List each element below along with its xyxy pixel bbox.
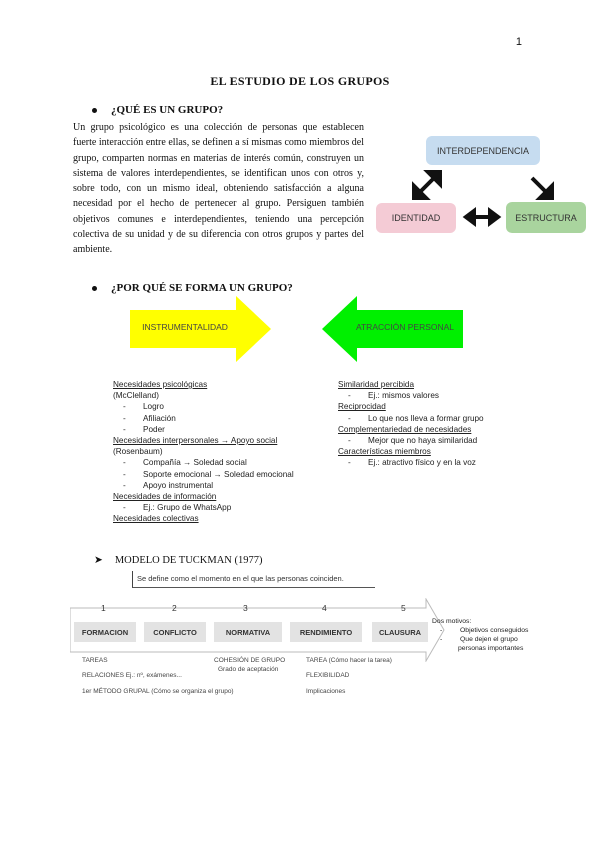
arrow-bullet-icon: ➤ xyxy=(94,555,103,566)
bullet-icon xyxy=(92,108,97,113)
needs-interpersonal-heading: Necesidades interpersonales → Apoyo social xyxy=(113,436,278,446)
arrow-label-atraccion: ATRACCIÓN PERSONAL xyxy=(355,322,455,332)
list-item: - Mejor que no haya similaridad xyxy=(338,435,498,446)
label-flexibilidad: FLEXIBILIDAD xyxy=(306,672,350,679)
stage-normativa: NORMATIVA xyxy=(214,622,282,642)
stage-number: 3 xyxy=(243,603,248,613)
list-item: - Soporte emocional → Soledad emocional xyxy=(113,469,323,480)
diagram-box-estructura: ESTRUCTURA xyxy=(506,202,586,233)
right-attraction-column xyxy=(338,379,498,469)
needs-collective-heading: Necesidades colectivas xyxy=(113,514,199,524)
definition-paragraph: Un grupo psicológico es una colección de personas que establecen fuerte interacción entre ellas, se definen a sí mismas como miembros del grupo, comparten normas en materias de interés común, construyen un sistema de valores interdependientes, se identifican unos con otros y, sobre todo, con un mismo ideal, obteniendo satisfacción a alguna necesidad por el hecho de pertenecer al grupo. Persiguen también objetivos comunes e interdependientes, teniendo una percepción colectiva de su unidad y de su diferencia con otros grupos y partes del ambiente. xyxy=(73,122,364,256)
bullet-icon xyxy=(92,286,97,291)
page-title: EL ESTUDIO DE LOS GRUPOS xyxy=(210,74,390,88)
list-item: - Apoyo instrumental xyxy=(113,480,323,491)
reciprocity-heading: Reciprocidad xyxy=(338,402,386,412)
needs-psych-author: (McClelland) xyxy=(113,391,159,401)
stage-number: 1 xyxy=(101,603,106,613)
heading-text: ¿POR QUÉ SE FORMA UN GRUPO? xyxy=(111,282,293,294)
arrow-head-h-right xyxy=(490,211,498,223)
label-cohesion: COHESIÓN DE GRUPO xyxy=(214,657,286,664)
stage-number: 4 xyxy=(322,603,327,613)
section-heading-tuckman xyxy=(94,554,262,566)
stage-formacion: FORMACION xyxy=(74,622,136,642)
diagram-arrows xyxy=(370,160,600,240)
needs-psych-heading: Necesidades psicológicas xyxy=(113,380,208,389)
arrow-label-instrumentalidad: INSTRUMENTALIDAD xyxy=(142,322,228,332)
section-heading-que-es xyxy=(92,104,223,116)
left-needs-column xyxy=(113,379,323,525)
tuckman-definition: Se define como el momento en el que las personas coinciden. xyxy=(132,571,375,588)
list-item: - Poder xyxy=(113,424,323,435)
heading-text: ¿QUÉ ES UN GRUPO? xyxy=(111,104,224,116)
motives-title: Dos motivos: xyxy=(432,618,472,625)
heading-text: MODELO DE TUCKMAN (1977) xyxy=(114,555,263,566)
stage-rendimiento: RENDIMIENTO xyxy=(290,622,362,642)
list-item: - Lo que nos lleva a formar grupo xyxy=(338,413,498,424)
list-item: - Objetivos conseguidos xyxy=(432,626,542,635)
label-metodo: 1er MÉTODO GRUPAL (Cómo se organiza el grupo) xyxy=(82,688,234,695)
stage-number: 5 xyxy=(401,603,406,613)
list-item: - Que dejen el grupo personas importantes xyxy=(432,635,542,653)
section-heading-por-que xyxy=(92,282,293,294)
label-implicaciones: Implicaciones xyxy=(306,688,346,695)
needs-interpersonal-author: (Rosenbaum) xyxy=(113,447,163,457)
label-relaciones: RELACIONES Ej.: nº, exámenes... xyxy=(82,672,182,679)
characteristics-heading: Características miembros xyxy=(338,447,431,457)
arrow-right-diag xyxy=(532,178,546,192)
list-item: - Compañía → Soledad social xyxy=(113,457,323,468)
label-tareas: TAREAS xyxy=(82,657,108,664)
list-item: - Logro xyxy=(113,401,323,412)
list-item: - Afiliación xyxy=(113,413,323,424)
diagram-box-identidad: IDENTIDAD xyxy=(376,203,456,233)
list-item: - Ej.: atractivo físico y en la voz xyxy=(338,457,498,468)
stage-clausura: CLAUSURA xyxy=(372,622,428,642)
needs-info-heading: Necesidades de información xyxy=(113,492,217,502)
page-number: 1 xyxy=(515,36,522,48)
list-item: - Ej.: mismos valores xyxy=(338,390,498,401)
stage-conflicto: CONFLICTO xyxy=(144,622,206,642)
label-tarea: TAREA (Cómo hacer la tarea) xyxy=(306,657,392,664)
stage-number: 2 xyxy=(172,603,177,613)
label-grado: Grado de aceptación xyxy=(218,666,279,673)
similarity-heading: Similaridad percibida xyxy=(338,380,414,389)
closure-motives xyxy=(432,617,542,653)
complementarity-heading: Complementariedad de necesidades xyxy=(338,424,472,434)
diagram-box-interdependencia: INTERDEPENDENCIA xyxy=(426,136,540,165)
arrow-head-h-left xyxy=(466,211,474,223)
list-item: - Ej.: Grupo de WhatsApp xyxy=(113,502,323,513)
